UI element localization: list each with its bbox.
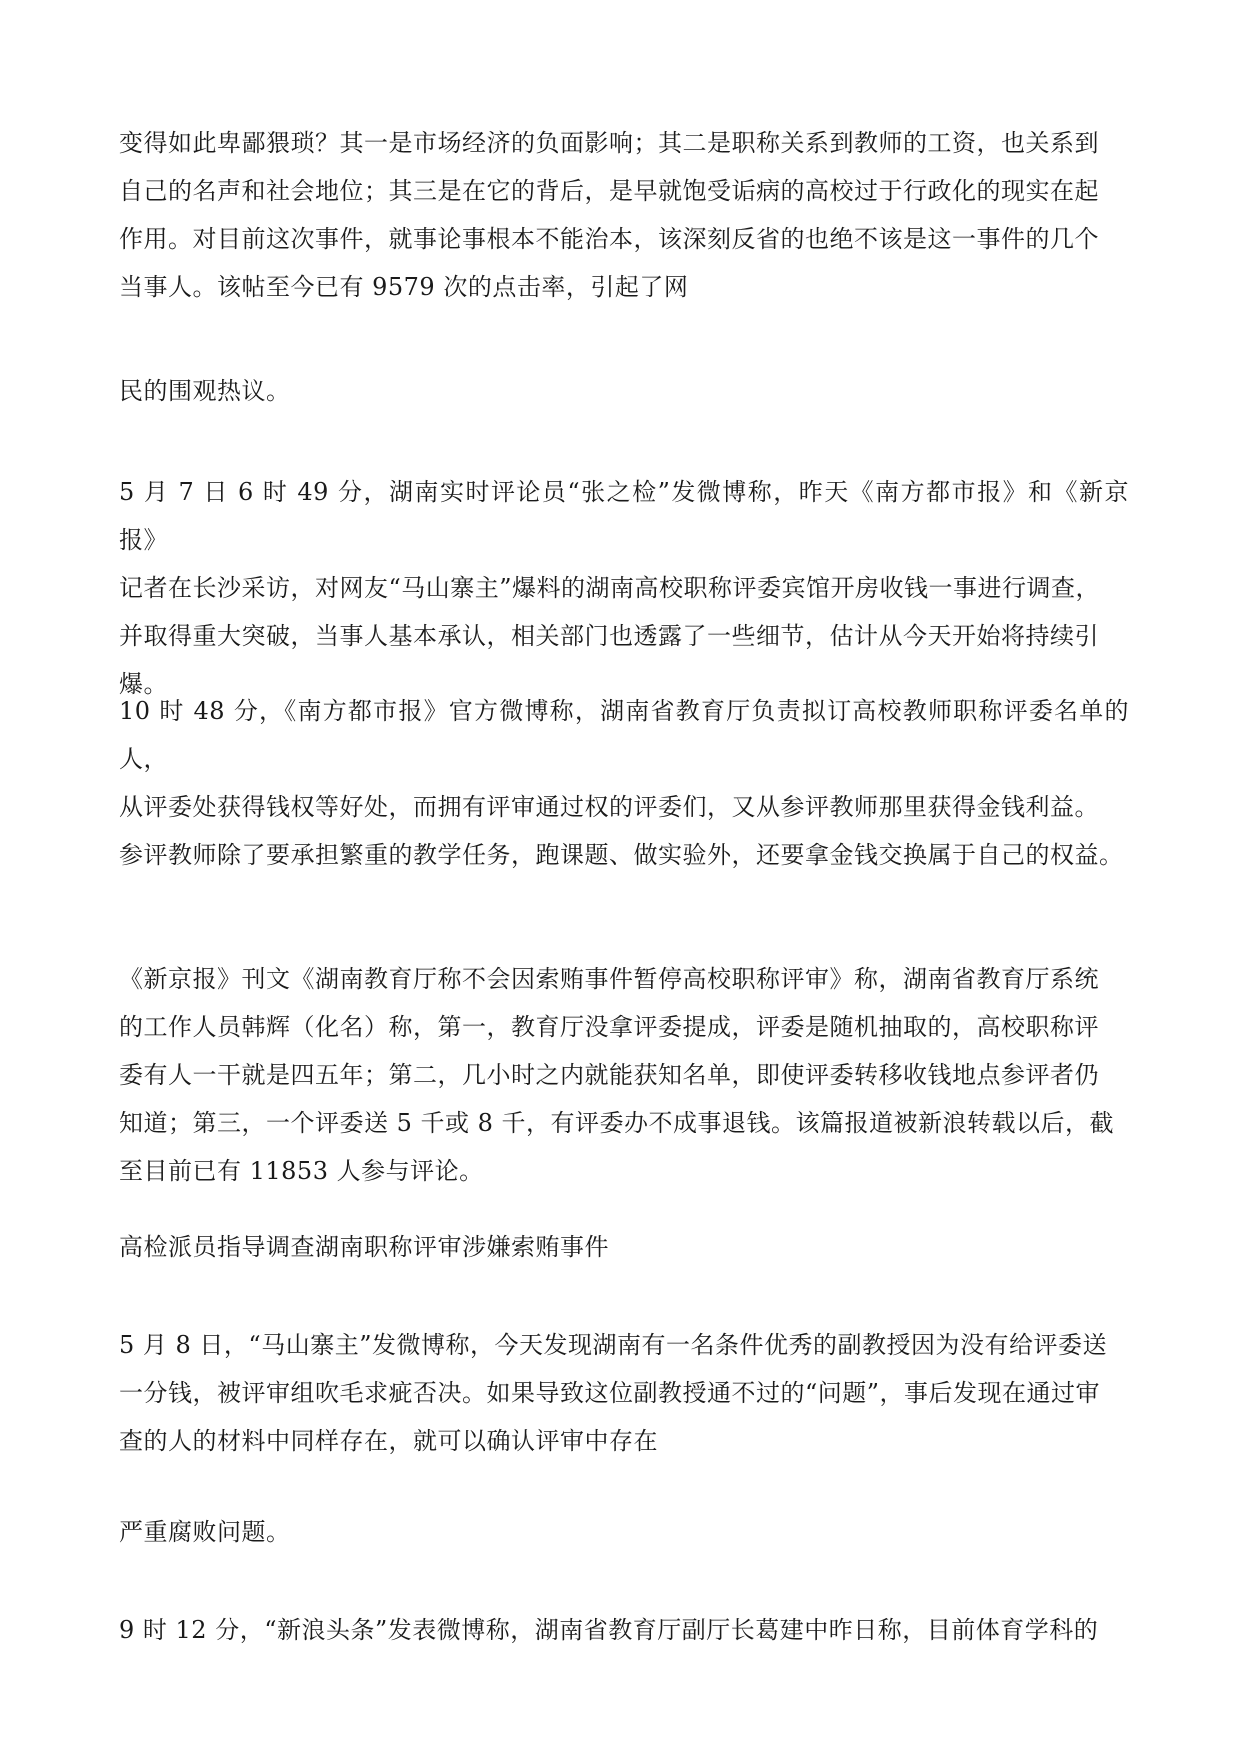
paragraph-8: 严重腐败问题。 bbox=[119, 1518, 291, 1546]
paragraph-1: 变得如此卑鄙猥琐？其一是市场经济的负面影响；其二是职称关系到教师的工资，也关系到 自己的名声和社会地位；其三是在它的背后，是早就饱受诟病的高校过于行政化的现实在起 作用。对目前这次事件，就事论事根本不能治本，该深刻反省的也绝不该是这一事件的几个 当事人。该帖至今已有 9579 次的点击率，引起了网 bbox=[119, 129, 1099, 301]
section-heading: 高检派员指导调查湖南职称评审涉嫌索贿事件 bbox=[119, 1233, 609, 1261]
paragraph-4: 10 时 48 分，《南方都市报》官方微博称，湖南省教育厅负责拟订高校教师职称评委名单的人， 从评委处获得钱权等好处，而拥有评审通过权的评委们，又从参评教师那里获得金钱利益。 参评教师除了要承担繁重的教学任务，跑课题、做实验外，还要拿金钱交换属于自己的权益。 bbox=[119, 697, 1129, 869]
paragraph-2: 民的围观热议。 bbox=[119, 377, 291, 405]
paragraph-3: 5 月 7 日 6 时 49 分，湖南实时评论员“张之检”发微博称，昨天《南方都市报》和《新京报》 记者在长沙采访，对网友“马山寨主”爆料的湖南高校职称评委宾馆开房收钱一事进行调查， 并取得重大突破，当事人基本承认，相关部门也透露了一些细节，估计从今天开始将持续引 爆。 bbox=[119, 478, 1129, 698]
paragraph-9: 9 时 12 分，“新浪头条”发表微博称，湖南省教育厅副厅长葛建中昨日称，目前体育学科的 bbox=[119, 1616, 1099, 1644]
paragraph-5: 《新京报》刊文《湖南教育厅称不会因索贿事件暂停高校职称评审》称，湖南省教育厅系统 的工作人员韩辉（化名）称，第一，教育厅没拿评委提成，评委是随机抽取的，高校职称评 委有人一干就是四五年；第二，几小时之内就能获知名单，即使评委转移收钱地点参评者仍 知道；第三，一个评委送 5 千或 8 千，有评委办不成事退钱。该篇报道被新浪转载以后，截 至目前已有 11853 人参与评论。 bbox=[119, 965, 1115, 1185]
paragraph-7: 5 月 8 日，“马山寨主”发微博称，今天发现湖南有一名条件优秀的副教授因为没有给评委送 一分钱，被评审组吹毛求疵否决。如果导致这位副教授通不过的“问题”，事后发现在通过审 查的人的材料中同样存在，就可以确认评审中存在 bbox=[119, 1331, 1107, 1455]
